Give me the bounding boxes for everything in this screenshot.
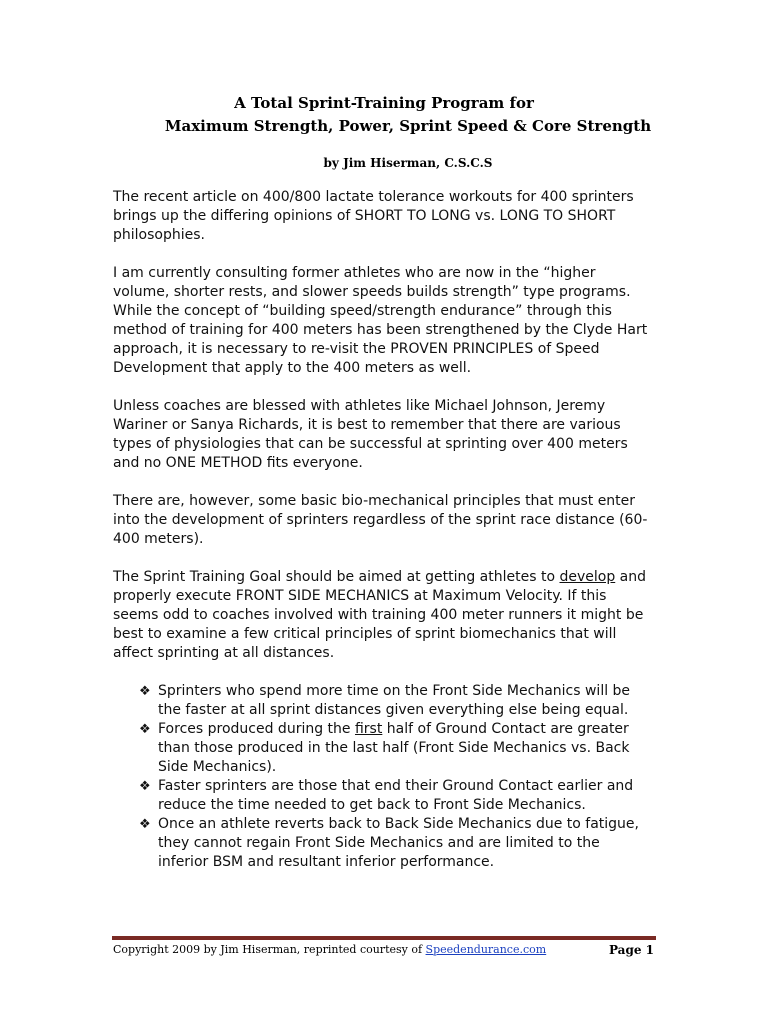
document-title-line2: Maximum Strength, Power, Sprint Speed & Core Strength (164, 117, 652, 135)
document-body (113, 188, 653, 872)
list-item-text-start: Forces produced during the (158, 721, 355, 737)
underlined-word-first: first (354, 721, 383, 737)
diamond-bullet-icon: ❖ (139, 722, 151, 737)
page-number: Page 1 (608, 943, 654, 957)
footer-divider (112, 936, 656, 940)
list-item (139, 720, 653, 777)
page-footer (113, 943, 656, 956)
document-title-line1: A Total Sprint-Training Program for (234, 94, 534, 112)
goal-text-start: The Sprint Training Goal should be aimed at getting athletes to (113, 569, 560, 585)
speedendurance-link[interactable]: Speedendurance.com (425, 943, 547, 956)
paragraph: I am currently consulting former athletes who are now in the “higher volume, shorter rests, and slower speeds builds strength” type programs. While the concept of “building speed/strength endurance” through this method of training for 400 meters has been strengthened by the Clyde Hart approach, it is necessary to re-visit the PROVEN PRINCIPLES of Speed Development that apply to the 400 meters as well. (113, 265, 648, 376)
diamond-bullet-icon: ❖ (139, 684, 151, 699)
list-item-text-end: half of Ground Contact are greater than those produced in the last half (Front Side Mechanics vs. Back Side Mechanics). (158, 721, 630, 775)
list-item (139, 815, 653, 872)
underlined-word-develop: develop (559, 569, 616, 585)
goal-paragraph (113, 568, 653, 663)
list-item-text: Once an athlete reverts back to Back Side Mechanics due to fatigue, they cannot regain Front Side Mechanics and are limited to the inferior BSM and resultant inferior performance. (158, 816, 639, 870)
list-item (139, 682, 653, 720)
principles-list (113, 682, 653, 872)
list-item-text: Sprinters who spend more time on the Front Side Mechanics will be the faster at all sprint distances given everything else being equal. (158, 683, 631, 718)
paragraph: Unless coaches are blessed with athletes like Michael Johnson, Jeremy Wariner or Sanya Richards, it is best to remember that there are various types of physiologies that can be successful at sprinting over 400 meters and no ONE METHOD fits everyone. (113, 398, 628, 471)
paragraph: There are, however, some basic bio-mechanical principles that must enter into the development of sprinters regardless of the sprint race distance (60-400 meters). (113, 493, 648, 547)
author-byline: by Jim Hiserman, C.S.C.S (323, 156, 493, 170)
diamond-bullet-icon: ❖ (139, 817, 151, 832)
list-item (139, 777, 653, 815)
goal-text-end: and properly execute FRONT SIDE MECHANICS at Maximum Velocity. If this seems odd to coaches involved with training 400 meter runners it might be best to examine a few critical principles of sprint biomechanics that will affect sprinting at all distances. (113, 569, 647, 661)
list-item-text: Faster sprinters are those that end their Ground Contact earlier and reduce the time needed to get back to Front Side Mechanics. (158, 778, 634, 813)
diamond-bullet-icon: ❖ (139, 779, 151, 794)
copyright-text: Copyright 2009 by Jim Hiserman, reprinted courtesy of (113, 943, 426, 956)
paragraph: The recent article on 400/800 lactate tolerance workouts for 400 sprinters brings up the differing opinions of SHORT TO LONG vs. LONG TO SHORT philosophies. (113, 189, 634, 243)
